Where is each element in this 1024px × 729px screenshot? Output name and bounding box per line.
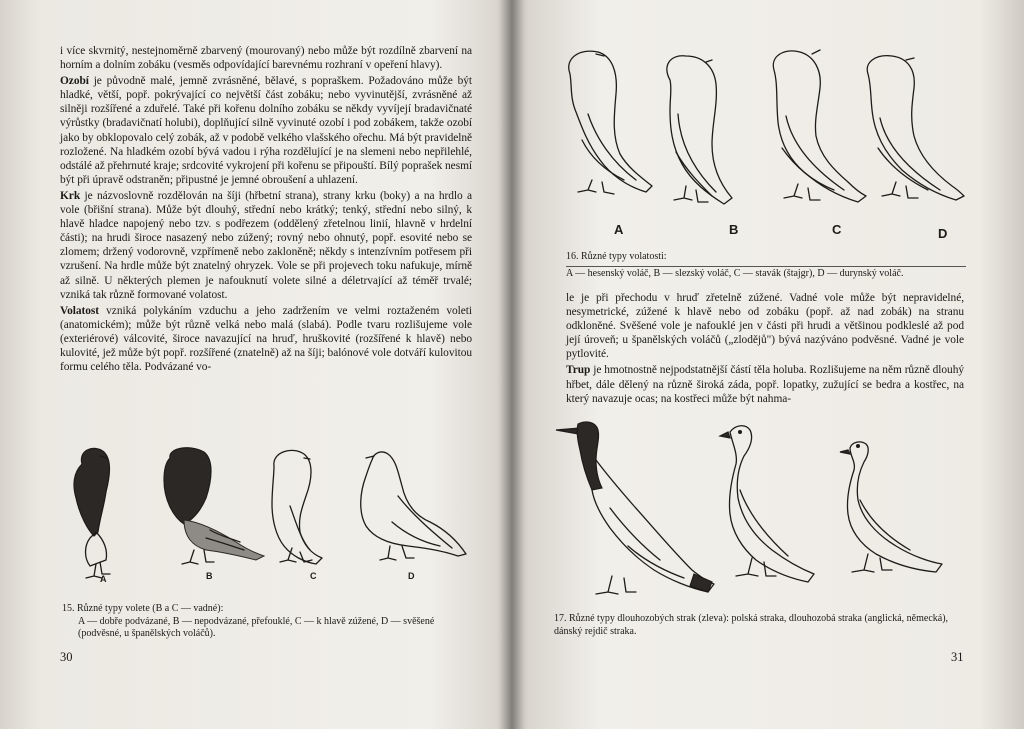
pigeon-illustration-b [164,448,264,564]
figure-16-caption-body: A — hesenský voláč, B — slezský voláč, C — stavák (štajgr), D — durynský voláč. [566,267,904,279]
figure-15-caption-title: 15. Různé typy volete (B a C — vadné): [62,603,224,614]
paragraph-trup: Trup je hmotnostně nejpodstatnější částí těla holuba. Rozlišujeme na něm různě dlouhý hřbet, dále dělený na různě široká záda, popř. lopatky, zužující se bedra a kostřec, na který navazuje ocas; na kostřeci může být nahma- [566,364,964,405]
pouter-illustration-b [667,56,732,204]
page-number-left: 30 [60,650,73,664]
page-number-right: 31 [951,650,964,664]
paragraph-ozobi: Ozobí je původně malé, jemně zvrásněné, bělavé, s popraškem. Požadováno může být hladké, větší, popř. pokrývající co největší část zobáku; nebo vyvinutější, zvrásněné až silněji rozšířené a zduřelé. Také při kořenu dolního zobáku se někdy vyvíjejí bradavičnaté výrůstky (bradavičnatí holubi), doplňující silně vyvinuté ozobí i pod zobákem, takže ozobí jako by obklopovalo celý zobák, až v podobě velkého vlašského ořechu. Má být pravidelně rozložené. Na hladkém ozobí bývá vadou i rýha rozdělující je na slemeni nebo nepřilehlé, odstálé až přehrnuté kraje; srdcovité vykrojení při kořenu se připouští. Bílý poprašek nesmí být při úpravě odstraněn; připustné je jemné obroušení a uhlazení. [60,75,472,186]
magpie-illustration-polish [556,422,714,594]
figure-16-caption [566,251,968,280]
caption-rule [566,266,966,267]
magpie-illustration-danish-tumbler [840,442,942,572]
figure-15-caption-body: A — dobře podvázané, B — nepodvázané, přefouklé, C — k hlavě zúžené, D — svěšené (podvěsné, u španělských voláčů). [78,615,435,639]
figure-17-magpie-types [552,420,972,610]
paragraph-continuation: i více skvrnitý, nestejnoměrně zbarvený (mourovaný) nebo může být rozdílně zbarvení na horním a dolním zobáku (vesměs odpovídající barevnému rozhraní v opeření hlavy). [60,45,472,72]
figure-15-letter-d: D [408,571,415,581]
figure-16-letter-c: C [832,222,842,237]
figure-15-letter-b: B [206,571,213,581]
pouter-illustration-c [773,50,866,202]
figure-15-letter-a: A [100,574,107,584]
pouter-illustration-d [867,56,964,200]
paragraph-volatost: Volatost vzniká polykáním vzduchu a jeho zadržením ve velmi roztaženém voleti (anatomickém); může být různě velká nebo malá (slabá). Podle tvaru rozlišujeme vole (exteriérové) válcovité, široce navazující na hruď, hruškovité (rozšířené k hlavě) nebo kulovité, jež může být popř. rozšířené (znatelně) až na šíji; balónové vole dotváří kulovitou formu celého těla. Podvázané vo- [60,304,472,374]
figure-16-caption-title: 16. Různé typy volatosti: [566,251,667,262]
magpie-illustration-long-beaked [720,426,814,582]
term-volatost: Volatost [60,304,100,317]
figure-16-letter-d: D [938,226,948,241]
pigeon-illustration-d [361,452,466,560]
figure-17-caption: 17. Různé typy dlouhozobých strak (zleva): polská straka, dlouhozobá straka (anglická, německá), dánský rejdič straka. [554,613,949,637]
term-ozobi: Ozobí [60,75,89,88]
term-trup: Trup [566,364,591,377]
figure-15-letter-c: C [310,571,317,581]
paragraph-krk: Krk je názvoslovně rozdělován na šíji (hřbetní strana), strany krku (boky) a na hrdlo a vole (břišní strana). Může být dlouhý, střední nebo krátký; tenký, střední nebo silný, k hlavě hladce napojený nebo tzv. s podřezem (oddělený zřetelnou linií, hlavně v hrdelní části); na hrudi široce nasazený nebo zúžený; rovný nebo ohnutý, popř. esovité nebo se zlomem; držený vodorovně, vzpřímeně nebo zakloněně; někdy s intenzívním potřesem při vzrušení. Na hrdle může být znatelný ohryzek. Vole se při projevech toku nafukuje, mírně až silně. U některých plemen je nafouknutí volete silné a déletrvající až téměř trvalé; vzniká tak různě formované volatost. [60,189,472,301]
right-page-text [566,291,964,408]
figure-15-caption [62,603,472,641]
pouter-illustration-a [569,51,652,194]
figure-16-letter-a: A [614,222,624,237]
figure-15-crop-types [60,446,472,598]
left-page-text [60,44,472,376]
paragraph-crop-continuation: le je při přechodu v hruď zřetelně zúžené. Vadné vole může být nepravidelné, nesymetrické, zúžené k hlavě nebo od zobáku (popř. až nad zobák) na stranu odkloněné. Svěšené vole je nafouklé jen v části při hrudi a většinou podkleslé až pod její úroveň; u španělských voláčů („zlodějů") bývá nazýváno podvěsné. Vadné je vole pytlovité. [566,292,964,361]
pigeon-illustration-c [272,450,322,564]
figure-16-pouter-types [552,44,972,249]
term-krk: Krk [60,189,81,202]
figure-16-letter-b: B [729,222,739,237]
pigeon-illustration-a [74,448,110,578]
